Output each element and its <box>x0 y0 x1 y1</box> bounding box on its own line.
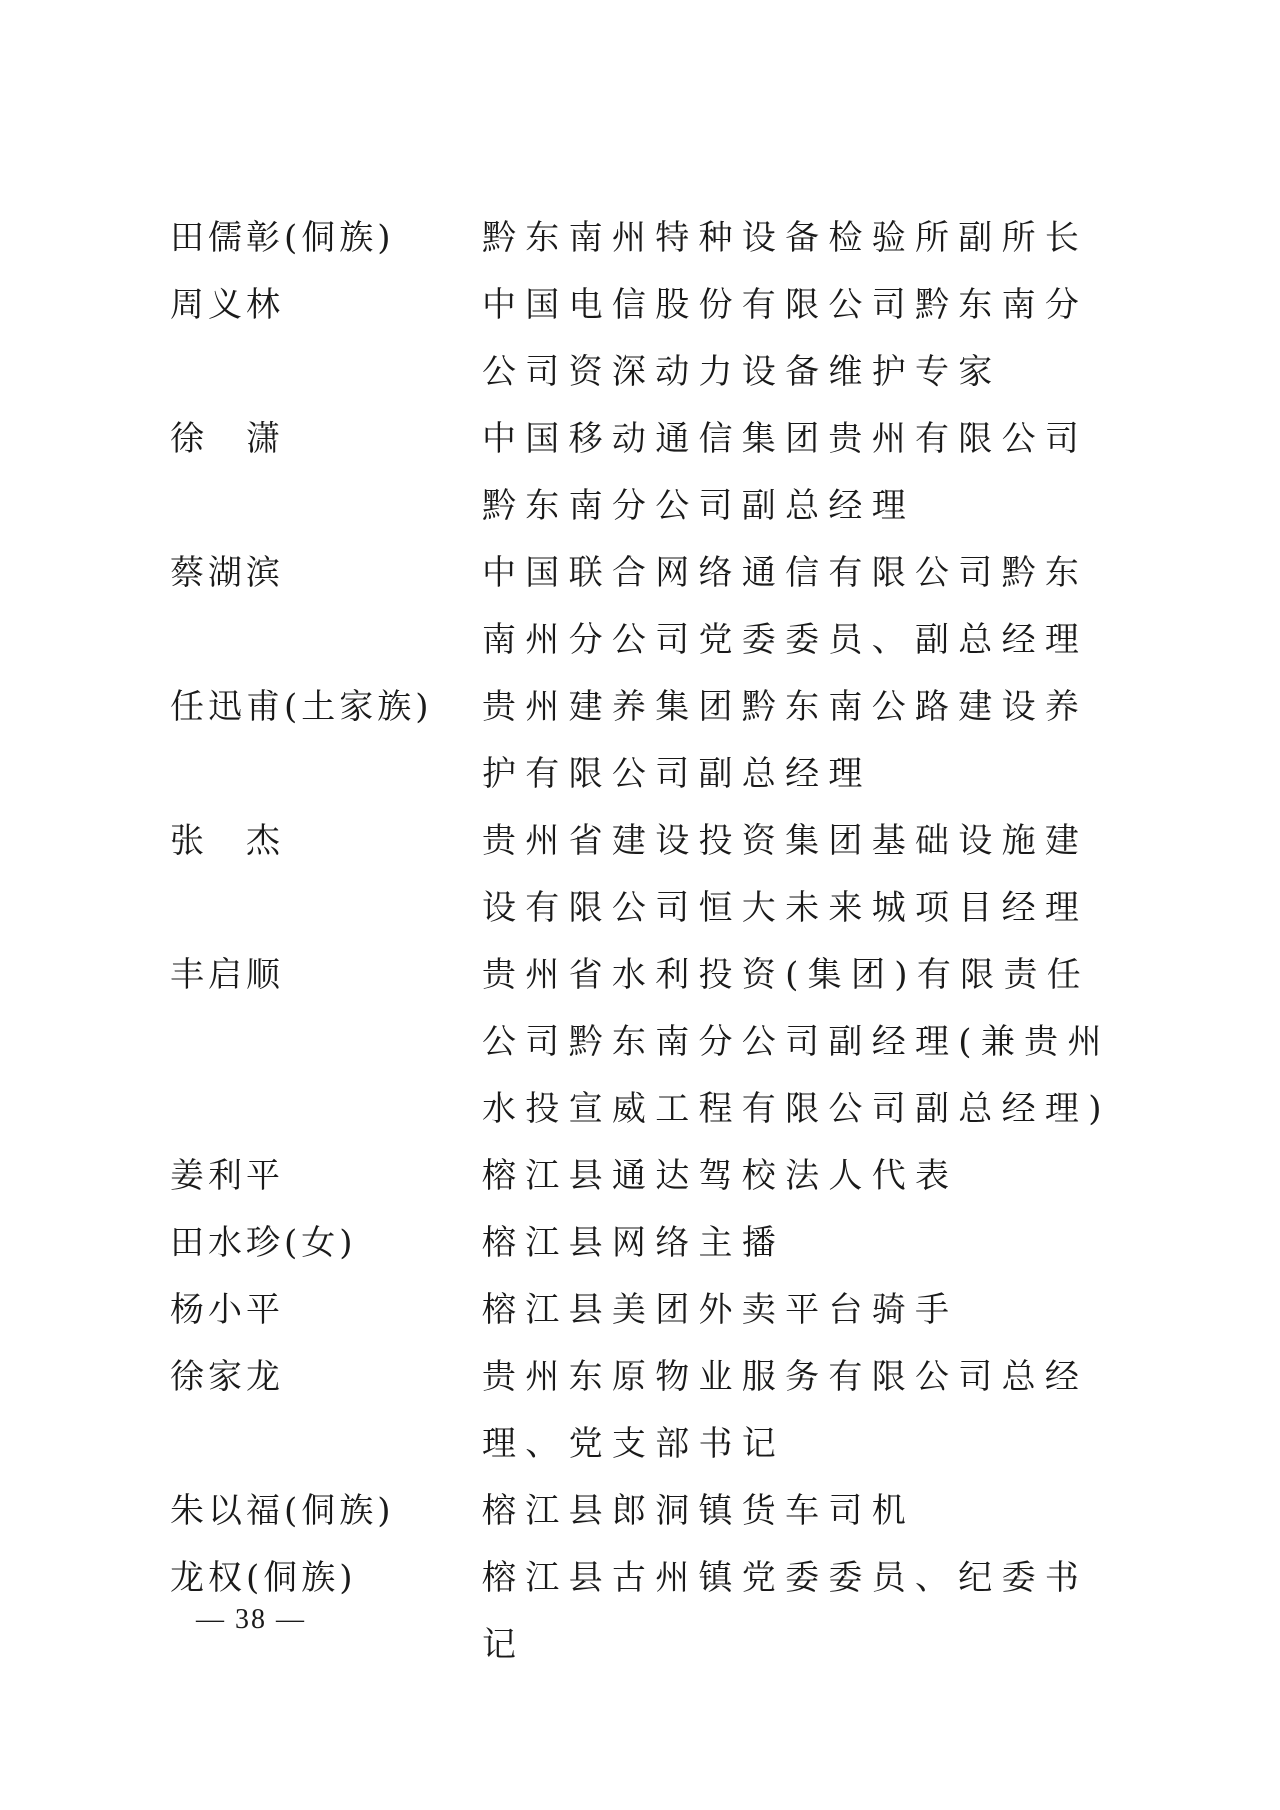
member-name: 龙权(侗族) <box>170 1558 357 1598</box>
roster-entry <box>170 1478 1130 1545</box>
member-name: 田水珍(女) <box>170 1223 357 1263</box>
member-title: 贵州省建设投资集团基础设施建设有限公司恒大未来城项目经理 <box>482 821 1089 928</box>
roster-entry <box>170 406 1130 540</box>
roster-entry <box>170 1143 1130 1210</box>
member-title: 榕江县郎洞镇货车司机 <box>482 1491 915 1531</box>
member-name: 张杰 <box>170 821 322 861</box>
page-number: — 38 — <box>196 1604 306 1635</box>
roster-entry <box>170 272 1130 406</box>
member-name: 周义林 <box>170 285 284 325</box>
member-title: 榕江县古州镇党委委员、纪委书记 <box>482 1558 1089 1665</box>
member-name: 任迅甫(土家族) <box>170 687 433 727</box>
member-title: 贵州东原物业服务有限公司总经理、党支部书记 <box>482 1357 1089 1464</box>
roster-entry <box>170 540 1130 674</box>
roster-entry <box>170 1545 1130 1679</box>
roster-entry <box>170 674 1130 808</box>
member-title: 榕江县通达驾校法人代表 <box>482 1156 959 1196</box>
member-title: 榕江县美团外卖平台骑手 <box>482 1290 959 1330</box>
roster-entry <box>170 1210 1130 1277</box>
member-name: 蔡湖滨 <box>170 553 284 593</box>
member-roster <box>170 205 1130 1679</box>
member-name: 田儒彰(侗族) <box>170 218 395 258</box>
roster-entry <box>170 1277 1130 1344</box>
member-title: 榕江县网络主播 <box>482 1223 786 1263</box>
member-title: 中国电信股份有限公司黔东南分公司资深动力设备维护专家 <box>482 285 1089 392</box>
member-title: 黔东南州特种设备检验所副所长 <box>482 218 1089 258</box>
roster-entry <box>170 808 1130 942</box>
member-title: 中国移动通信集团贵州有限公司黔东南分公司副总经理 <box>482 419 1089 526</box>
member-name: 丰启顺 <box>170 955 284 995</box>
member-name: 徐家龙 <box>170 1357 284 1397</box>
member-title: 贵州省水利投资(集团)有限责任公司黔东南分公司副经理(兼贵州水投宣威工程有限公司副总经理) <box>482 955 1111 1129</box>
member-name: 朱以福(侗族) <box>170 1491 395 1531</box>
roster-entry <box>170 205 1130 272</box>
roster-entry <box>170 1344 1130 1478</box>
member-name: 徐潇 <box>170 419 322 459</box>
member-title: 中国联合网络通信有限公司黔东南州分公司党委委员、副总经理 <box>482 553 1089 660</box>
member-name: 姜利平 <box>170 1156 284 1196</box>
member-title: 贵州建养集团黔东南公路建设养护有限公司副总经理 <box>482 687 1089 794</box>
member-name: 杨小平 <box>170 1290 284 1330</box>
roster-entry <box>170 942 1130 1143</box>
